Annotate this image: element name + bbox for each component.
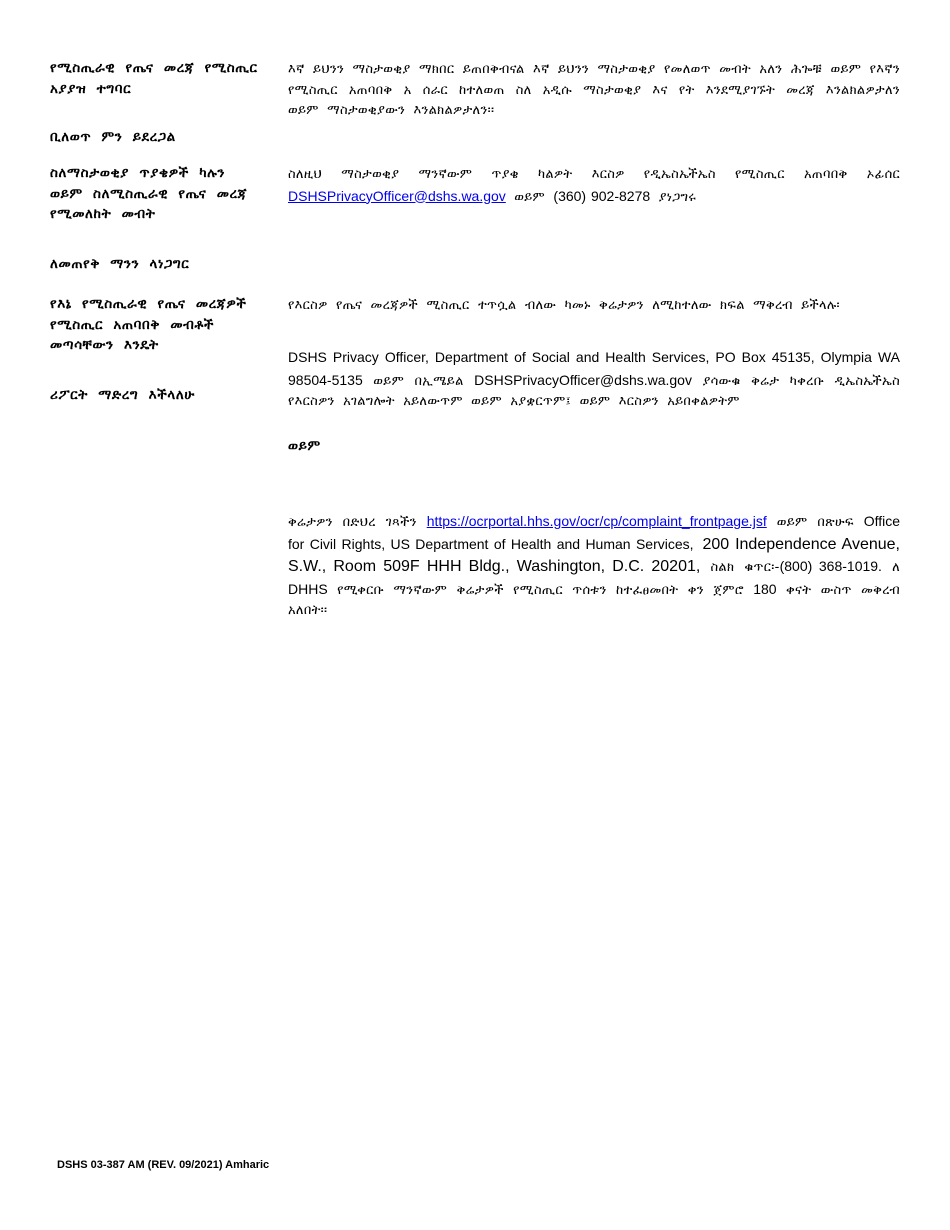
report-heading: ሪፖርት ማድረግ እችላለሁ [50, 387, 195, 403]
questions-or: ወይም [514, 189, 545, 205]
ocr-dhhs: DHHS [288, 580, 328, 597]
complaint-or-email: ወይም በኢሜይል [373, 373, 464, 389]
ocr-prefix: ቅሬታዎን በድህረ ገጻችን [288, 515, 417, 530]
form-footer: DSHS 03-387 AM (REV. 09/2021) Amharic [57, 1159, 270, 1171]
complaint-address-paragraph [288, 347, 900, 413]
ocr-tail-2: የሚቀርቡ ማንኛውም ቅሬታዎች የሚስጢር ጥሰቱን ከተፈፀመበት ቀን ጀምሮ [337, 582, 744, 598]
ocr-phone-prefix: ስልክ ቁጥር፡- [710, 560, 780, 575]
ocr-mid: ወይም በጽሁፍ [776, 515, 854, 530]
ocr-address: 200 Independence Avenue, S.W., Room 509F HHH Bldg., Washington, D.C. 20201, [288, 535, 900, 575]
questions-heading: ስለማስታወቂያ ጥያቄዎች ካሉን ወይም ስለሚስጢራዊ የጤና መረጃ የሚመለከት መብት [50, 165, 248, 222]
privacy-officer-email-link[interactable]: DSHSPrivacyOfficer@dshs.wa.gov [288, 187, 506, 204]
complaint-tail: ያሳውቁ ቅሬታ ካቀረቡ ዲኤስኤችኤስ የእርስዎን አገልግሎት አይለውጥም ወይም አያቋርጥም፤ ወይም እርስዎን አይበቀልዎትም [288, 373, 901, 409]
ocr-paragraph [288, 511, 900, 622]
contact-heading: ለመጠየቅ ማንን ላነጋግር [50, 256, 190, 272]
questions-paragraph [288, 165, 900, 208]
privacy-phone: (360) 902-8278 [553, 187, 651, 204]
complaint-heading: የእኔ የሚስጢራዊ የጤና መረጃዎች የሚስጢር አጠባበቅ መብቶች መጣሳቸውን እንዴት [50, 296, 247, 353]
ocr-tail-3: ቀናት ውስጥ መቅረብ አለበት፡፡ [288, 582, 900, 618]
questions-prefix: ስለዚህ ማስታወቂያ ማንኛውም ጥያቄ ካልዎት እርስዎ የዲኤስኤችኤስ የሚስጢር አጠባበቅ ኦፊሰር [288, 167, 900, 182]
ocr-days: 180 [753, 580, 777, 597]
complaint-intro: የእርስዎ የጤና መረጃዎች ሚስጢር ተጥሷል ብለው ካመኑ ቅሬታዎን ለሚከተለው ክፍል ማቅረብ ይችላሉ፡ [288, 298, 840, 313]
ocr-portal-link[interactable]: https://ocrportal.hhs.gov/ocr/cp/complaint_frontpage.jsf [426, 513, 767, 529]
ocr-office: Office for Civil Rights, US Department of Health and Human Services, [288, 513, 900, 552]
ocr-phone: (800) 368-1019. [779, 558, 882, 574]
privacy-practices-heading: የሚስጢራዊ የጤና መረጃ የሚስጢር አያያዝ ተግባር [50, 60, 258, 97]
questions-suffix: ያነጋግሩ [658, 189, 697, 205]
ocr-tail-1: ለ [892, 560, 901, 575]
complaint-email: DSHSPrivacyOfficer@dshs.wa.gov [474, 371, 692, 388]
changes-heading: ቢለወጥ ምን ይደረጋል [50, 129, 176, 145]
changes-paragraph: እኛ ይህንን ማስታወቂያ ማክበር ይጠበቅብናል እኛ ይህንን ማስታወቂያ የመለወጥ መብት አለን ሕጐቹ ወይም የእኛን የሚስጢር አጠባበቅ አ ሰራር ከተለወጠ ስለ አዲሱ ማስታወቂያ እና የት እንደሚያገኙት መረጃ እንልክልዎታለን ወይም ማስታወቂያውን እንልክልዎታለን፡፡ [288, 62, 900, 118]
privacy-officer-address: DSHS Privacy Officer, Department of Social and Health Services, PO Box 45135, Olympia WA 98504-5135 [288, 349, 900, 388]
or-label: ወይም [288, 438, 321, 454]
